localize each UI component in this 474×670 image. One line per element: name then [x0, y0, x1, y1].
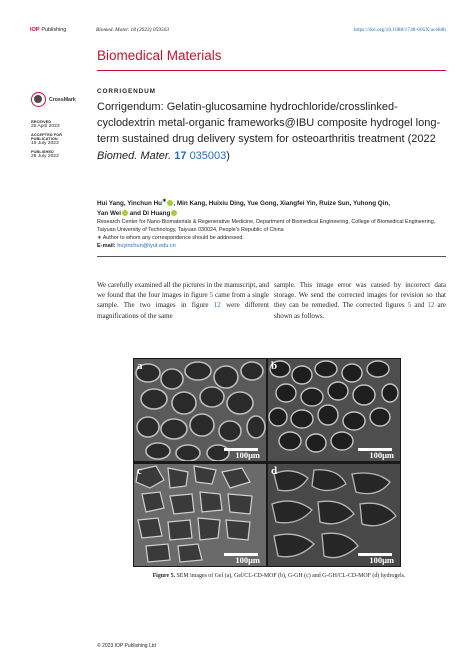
body-text: were different magnifications of the same — [97, 301, 269, 320]
corresponding-mark: ∗ — [161, 198, 167, 204]
publication-dates — [31, 120, 89, 163]
front-matter-divider — [97, 256, 446, 257]
sem-image-a — [134, 359, 266, 461]
date-value: 25 April 2023 — [31, 124, 60, 129]
page-header — [30, 27, 446, 37]
panel-label: a — [137, 360, 143, 372]
doi-link[interactable]: https://doi.org/10.1088/1748-605X/ace8db — [353, 27, 446, 33]
body-text: We carefully examined all the pictures in the manuscript, and we found that the four images in figure — [97, 281, 269, 300]
copyright: © 2023 IOP Publishing Ltd — [97, 643, 156, 649]
author-names: Yan Wei — [97, 210, 122, 218]
email-label: E-mail: — [97, 243, 116, 249]
figure-ref-link[interactable]: 5 — [407, 301, 412, 310]
title-journal: Biomed. Mater. — [97, 149, 172, 162]
iop-logo-word: Publishing — [41, 27, 67, 33]
journal-citation: Biomed. Mater. 18 (2023) 059503 — [96, 27, 170, 33]
panel-label: b — [271, 360, 278, 372]
scale-label: 100μm — [369, 450, 394, 460]
email-line — [97, 243, 176, 249]
body-text: are shown as follows. — [274, 301, 446, 320]
author-names: and Di Huang — [128, 210, 171, 218]
author-names: Hui Yang, Yinchun Hu — [97, 200, 162, 208]
iop-publishing-logo[interactable] — [30, 27, 66, 33]
title-volume-link[interactable]: 17 — [174, 149, 187, 162]
scale-label: 100μm — [235, 450, 260, 460]
affiliation — [97, 219, 449, 242]
header-divider — [97, 70, 446, 71]
sem-panel-b — [268, 359, 400, 461]
title-close: ) — [226, 149, 230, 162]
iop-logo-mark: IOP — [30, 27, 40, 33]
author-names: , Min Kang, Huixiu Ding, Yue Gong, Xiangfei Yin, Ruize Sun, Yuhong Qin, — [173, 200, 391, 208]
body-text: came from a single sample. The two images in figure — [97, 291, 269, 310]
panel-label: d — [271, 465, 278, 477]
body-text: sample. This image error was caused by incorrect data storage. We send the corrected images for revision so that they can be remedied. The corrected figures — [274, 281, 446, 310]
crossmark-label: CrossMark — [49, 96, 76, 103]
body-text: and — [411, 301, 428, 310]
figure-5 — [133, 358, 401, 567]
panel-label: c — [137, 465, 142, 477]
sem-image-d — [268, 464, 400, 566]
caption-text: SEM images of Gel (a), Gel/CL-CD-MOF (b), G-GH (c) and G-GH/CL-CD-MOF (d) hydrogels. — [175, 573, 406, 579]
body-column-left — [97, 280, 269, 321]
title-text: Corrigendum: Gelatin-glucosamine hydrochloride/crosslinked-cyclodextrin metal-organic frameworks@IBU composite hydrogel long-term sustained drug delivery system for osteoarthritis treatment (2022 — [97, 101, 441, 146]
email-link[interactable]: huyinchun@tyut.edu.cn — [117, 243, 176, 249]
sem-panel-d — [268, 464, 400, 566]
date-heading: RECEIVED — [31, 120, 52, 124]
title-article-link[interactable]: 035003 — [189, 149, 227, 162]
sem-image-b — [268, 359, 400, 461]
figure-ref-link[interactable]: 12 — [213, 301, 221, 310]
sem-panel-a — [134, 359, 266, 461]
crossmark-icon — [31, 92, 46, 107]
date-value: 28 July 2023 — [31, 154, 59, 159]
author-list — [97, 196, 447, 219]
scale-label: 100μm — [369, 555, 394, 565]
corresponding-note: ∗ Author to whom any correspondence should be addressed. — [97, 234, 244, 241]
caption-label: Figure 5. — [152, 573, 176, 579]
figure-ref-link[interactable]: 5 — [209, 291, 214, 300]
article-title — [97, 99, 447, 164]
article-type: CORRIGENDUM — [97, 88, 156, 95]
date-heading: ACCEPTED FOR PUBLICATION — [31, 133, 63, 141]
sem-image-c — [134, 464, 266, 566]
date-heading: PUBLISHED — [31, 150, 54, 154]
affiliation-text: Research Center for Nano-Biomaterials & Regenerative Medicine, Department of Biomedical Engineering, College of Biomedical Engineering, Taiyuan University of Technology, Taiyuan 030024, People’s Republic of China — [97, 219, 436, 233]
date-value: 19 July 2023 — [31, 141, 59, 146]
figure-caption — [124, 573, 434, 579]
sem-panel-c — [134, 464, 266, 566]
orcid-icon[interactable] — [171, 210, 177, 216]
scale-label: 100μm — [235, 555, 260, 565]
body-column-right — [274, 280, 446, 321]
crossmark-badge[interactable] — [31, 92, 76, 107]
figure-ref-link[interactable]: 12 — [427, 301, 435, 310]
journal-title[interactable]: Biomedical Materials — [97, 48, 222, 63]
